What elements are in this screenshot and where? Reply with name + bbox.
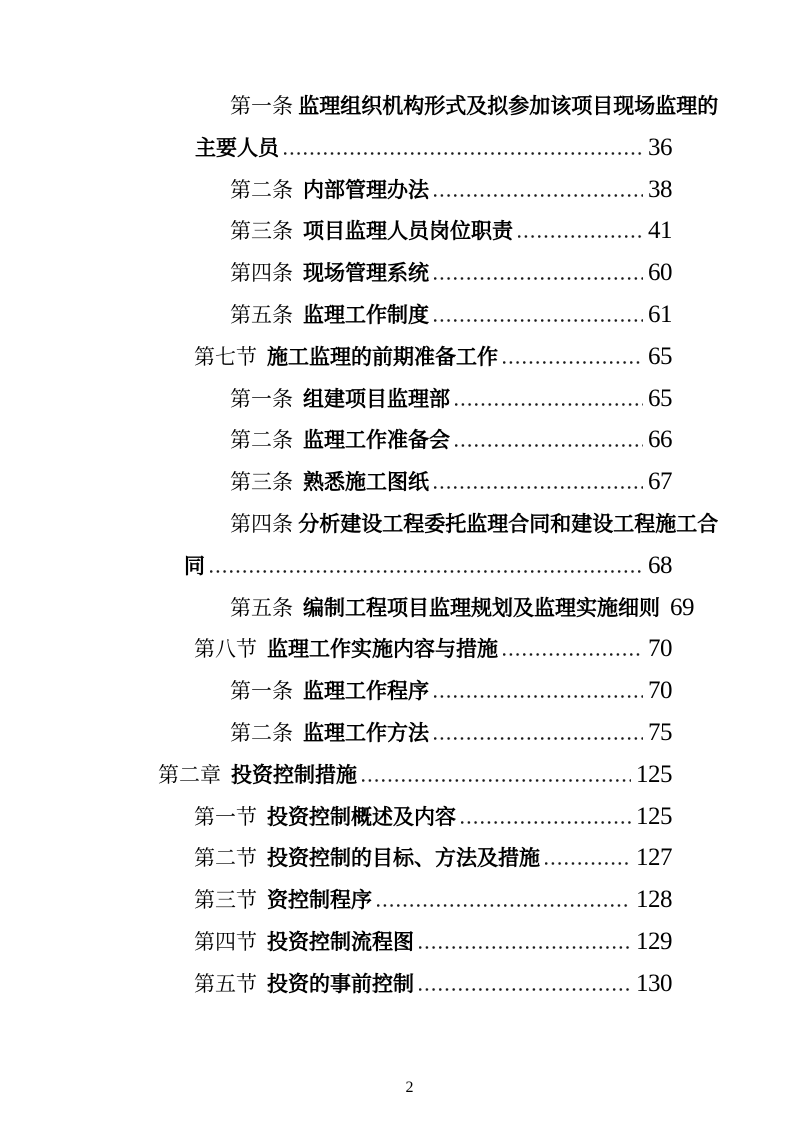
dot-leader xyxy=(434,695,643,698)
dot-leader xyxy=(545,862,631,865)
toc-entry-label: 第二条 xyxy=(230,428,293,453)
toc-entry xyxy=(158,462,672,504)
toc-entry xyxy=(158,588,694,630)
toc-entry-title: 资控制程序 xyxy=(267,888,372,913)
toc-entry-title: 监理工作制度 xyxy=(303,302,429,327)
toc-entry-title: 投资控制流程图 xyxy=(267,929,414,954)
toc-entry-page-number: 68 xyxy=(648,551,672,579)
toc-entry-title: 熟悉施工图纸 xyxy=(303,470,429,495)
toc-entry xyxy=(158,880,672,922)
dot-leader xyxy=(284,152,643,155)
toc-entry-label: 第二章 xyxy=(158,762,221,787)
toc-entry-page-number: 70 xyxy=(648,677,672,705)
toc-entry-title-continued: 同 xyxy=(184,553,205,578)
toc-entry xyxy=(158,671,672,713)
toc-entry xyxy=(158,797,672,839)
toc-entry-first-line xyxy=(158,86,719,128)
dot-leader xyxy=(377,904,631,907)
toc-entry xyxy=(158,170,672,212)
dot-leader xyxy=(419,988,631,991)
toc-entry xyxy=(158,337,672,379)
dot-leader xyxy=(434,277,643,280)
toc-entry-title: 分析建设工程委托监理合同和建设工程施工合 xyxy=(298,511,719,536)
table-of-contents xyxy=(158,86,719,1006)
toc-entry-page-number: 66 xyxy=(648,426,672,454)
toc-entry xyxy=(158,629,672,671)
toc-entry-title: 现场管理系统 xyxy=(303,261,429,286)
toc-entry xyxy=(158,922,672,964)
toc-entry-label: 第四条 xyxy=(230,261,293,286)
toc-entry xyxy=(158,295,672,337)
toc-entry-title: 组建项目监理部 xyxy=(303,386,450,411)
toc-entry-page-number: 127 xyxy=(636,844,672,872)
toc-entry-page-number: 65 xyxy=(648,342,672,370)
toc-entry-title: 投资控制的目标、方法及措施 xyxy=(267,846,540,871)
toc-entry xyxy=(158,253,672,295)
toc-entry-label: 第一节 xyxy=(194,804,257,829)
dot-leader xyxy=(434,737,643,740)
toc-entry-title: 监理工作程序 xyxy=(303,679,429,704)
toc-entry xyxy=(158,755,672,797)
toc-entry-label: 第一条 xyxy=(230,386,293,411)
toc-entry-page-number: 129 xyxy=(636,927,672,955)
toc-entry xyxy=(158,838,672,880)
dot-leader xyxy=(455,444,643,447)
toc-entry-page-number: 70 xyxy=(648,635,672,663)
toc-entry-continuation-line xyxy=(158,546,672,588)
toc-entry-label: 第八节 xyxy=(194,637,257,662)
toc-entry xyxy=(158,964,672,1006)
toc-entry-page-number: 41 xyxy=(648,217,672,245)
toc-entry-page-number: 69 xyxy=(670,593,694,621)
toc-entry-page-number: 60 xyxy=(648,259,672,287)
toc-entry-title: 投资控制概述及内容 xyxy=(267,804,456,829)
toc-entry-label: 第七节 xyxy=(194,344,257,369)
dot-leader xyxy=(518,235,643,238)
toc-entry-label: 第三节 xyxy=(194,888,257,913)
toc-entry-label: 第五节 xyxy=(194,971,257,996)
dot-leader xyxy=(419,946,631,949)
dot-leader xyxy=(210,570,643,573)
toc-entry-title: 监理工作准备会 xyxy=(303,428,450,453)
toc-entry-label: 第五条 xyxy=(230,595,293,620)
dot-leader xyxy=(434,194,643,197)
toc-entry-page-number: 125 xyxy=(636,760,672,788)
toc-entry xyxy=(158,713,672,755)
toc-entry xyxy=(158,86,719,170)
toc-entry-continuation-line xyxy=(158,128,672,170)
toc-entry-title: 内部管理办法 xyxy=(303,177,429,202)
toc-entry-title: 投资控制措施 xyxy=(231,762,357,787)
toc-entry-page-number: 65 xyxy=(648,384,672,412)
toc-entry xyxy=(158,504,719,588)
toc-entry xyxy=(158,420,672,462)
dot-leader xyxy=(434,319,643,322)
toc-entry-label: 第二条 xyxy=(230,720,293,745)
toc-entry-title-continued: 主要人员 xyxy=(195,135,279,160)
toc-entry-first-line xyxy=(158,504,719,546)
toc-entry-page-number: 61 xyxy=(648,300,672,328)
toc-entry-label: 第三条 xyxy=(230,470,293,495)
toc-entry-page-number: 38 xyxy=(648,175,672,203)
page-footer-number: 2 xyxy=(405,1079,414,1096)
dot-leader xyxy=(362,779,631,782)
dot-leader xyxy=(434,486,643,489)
toc-entry-label: 第四节 xyxy=(194,929,257,954)
dot-leader xyxy=(455,403,643,406)
toc-entry-title: 项目监理人员岗位职责 xyxy=(303,219,513,244)
toc-entry-label: 第一条 xyxy=(230,94,293,118)
toc-entry-page-number: 125 xyxy=(636,802,672,830)
dot-leader xyxy=(503,361,643,364)
toc-entry-title: 编制工程项目监理规划及监理实施细则 xyxy=(303,595,660,620)
toc-entry-title: 施工监理的前期准备工作 xyxy=(267,344,498,369)
toc-entry-page-number: 67 xyxy=(648,468,672,496)
dot-leader xyxy=(503,653,643,656)
toc-entry-label: 第五条 xyxy=(230,302,293,327)
toc-entry-label: 第四条 xyxy=(230,511,293,536)
toc-entry-label: 第三条 xyxy=(230,219,293,244)
toc-entry-page-number: 36 xyxy=(648,133,672,161)
toc-entry-label: 第一条 xyxy=(230,679,293,704)
toc-entry-label: 第二条 xyxy=(230,177,293,202)
toc-entry-title: 投资的事前控制 xyxy=(267,971,414,996)
toc-entry-title: 监理组织机构形式及拟参加该项目现场监理的 xyxy=(298,94,719,118)
toc-entry-title: 监理工作实施内容与措施 xyxy=(267,637,498,662)
toc-entry-page-number: 128 xyxy=(636,886,672,914)
toc-entry-label: 第二节 xyxy=(194,846,257,871)
toc-entry xyxy=(158,211,672,253)
dot-leader xyxy=(461,821,631,824)
page-footer xyxy=(0,1080,793,1096)
toc-entry-page-number: 130 xyxy=(636,969,672,997)
toc-entry xyxy=(158,379,672,421)
toc-entry-page-number: 75 xyxy=(648,718,672,746)
toc-entry-title: 监理工作方法 xyxy=(303,720,429,745)
